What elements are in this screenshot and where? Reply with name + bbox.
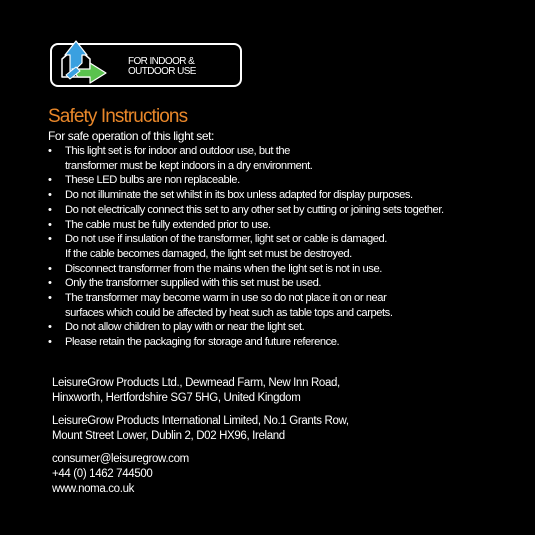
list-item: • Disconnect transformer from the mains when the light set is not in use.	[48, 262, 382, 275]
list-item: • The transformer may become warm in use so do not place it on or near surfaces which could be affected by heat such as table tops and carpets.	[48, 292, 393, 319]
bullet-dot: •	[48, 262, 52, 275]
bullet-dot: •	[48, 321, 52, 334]
contact-details	[52, 376, 522, 505]
safety-list	[48, 144, 528, 350]
intro-text: For safe operation of this light set:	[48, 129, 214, 143]
uk-address: LeisureGrow Products Ltd., Dewmead Farm, New Inn Road, Hinxworth, Hertfordshire SG7 5HG, United Kingdom	[52, 377, 340, 405]
page-title: Safety Instructions	[48, 106, 188, 127]
list-item: • Only the transformer supplied with this set must be used.	[48, 277, 322, 290]
ireland-address: LeisureGrow Products International Limited, No.1 Grants Row, Mount Street Lower, Dublin 2, D02 HX96, Ireland	[52, 414, 349, 443]
bullet-dot: •	[48, 277, 52, 290]
list-item: • The cable must be fully extended prior to use.	[48, 218, 271, 231]
bullet-dot: •	[48, 292, 52, 305]
list-item: • Do not electrically connect this set to any other set by cutting or joining sets together.	[48, 203, 444, 216]
badge-label	[128, 57, 238, 77]
bullet-dot: •	[48, 174, 52, 187]
badge-line-2: OUTDOOR USE	[128, 66, 196, 77]
list-item: • Do not use if insulation of the transformer, light set or cable is damaged. If the cable becomes damaged, the light set must be destroyed.	[48, 233, 387, 260]
indoor-outdoor-arrows-icon	[56, 33, 118, 87]
list-item: • Do not illuminate the set whilst in its box unless adapted for display purposes.	[48, 189, 413, 202]
bullet-dot: •	[48, 203, 52, 216]
email-text: consumer@leisuregrow.com	[52, 452, 189, 465]
list-item: • This light set is for indoor and outdoor use, but the transformer must be kept indoors in a dry environment.	[48, 145, 313, 172]
bullet-dot: •	[48, 145, 52, 157]
bullet-dot: •	[48, 336, 52, 349]
list-item: • These LED bulbs are non replaceable.	[48, 174, 240, 187]
bullet-dot: •	[48, 218, 52, 231]
contact-info	[52, 452, 522, 498]
phone-text: +44 (0) 1462 744500	[52, 468, 153, 481]
website-text: www.noma.co.uk	[52, 483, 135, 496]
indoor-outdoor-badge	[50, 43, 242, 87]
badge-line-1: FOR INDOOR &	[128, 56, 195, 67]
list-item: • Please retain the packaging for storage and future reference.	[48, 336, 340, 349]
list-item: • Do not allow children to play with or near the light set.	[48, 321, 305, 334]
bullet-dot: •	[48, 189, 52, 202]
bullet-dot: •	[48, 233, 52, 246]
